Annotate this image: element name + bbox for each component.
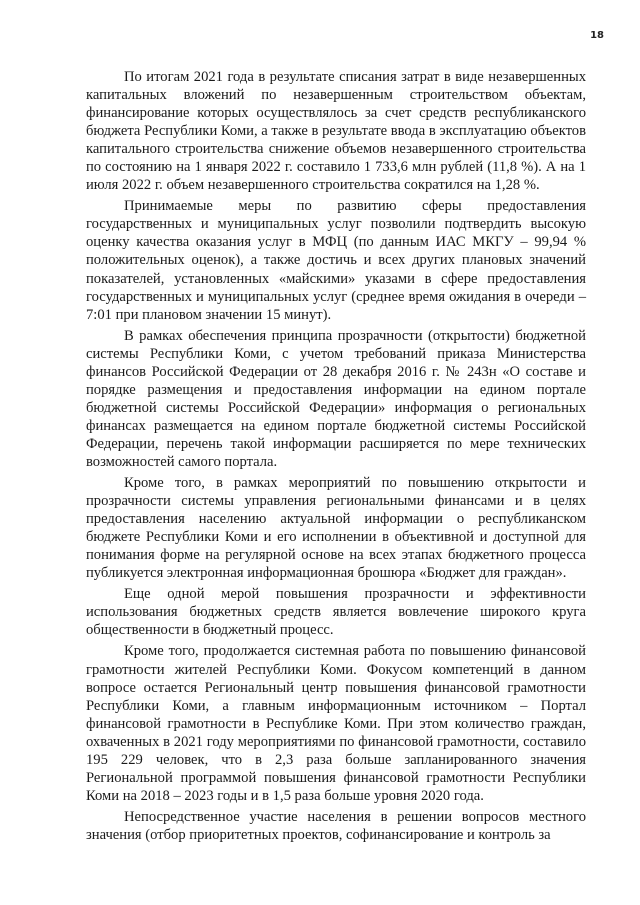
paragraph-unfinished-construction: По итогам 2021 года в результате списания затрат в виде незавершенных капитальных вложений по незавершенным строительством объектам, финансирование которых осуществлялось за счет средств республиканского бюджета Республики Коми, а также в результате ввода в эксплуатацию объектов капитального строительства снижение объемов незавершенного строительства по состоянию на 1 января 2022 г. составило 1 733,6 млн рублей (11,8 %). А на 1 июля 2022 г. объем незавершенного строительства сократился на 1,28 %. [86,69,586,194]
document-body [86,68,586,847]
paragraph-financial-literacy: Кроме того, продолжается системная работа по повышению финансовой грамотности жителей Республики Коми. Фокусом компетенций в данном вопросе остается Региональный центр повышения финансовой грамотности Республики Коми, а главным информационным источником – Портал финансовой грамотности в Республике Коми. При этом количество граждан, охваченных в 2021 году мероприятиями по финансовой грамотности, составило 195 229 человек, что в 2,3 раза больше запланированного значения Региональной программой повышения финансовой грамотности Республики Коми на 2018 – 2023 годы и в 1,5 раза больше уровня 2020 года. [86,643,586,804]
page-number: 18 [590,30,604,41]
paragraph-public-services: Принимаемые меры по развитию сферы предоставления государственных и муниципальных услуг позволили подтвердить высокую оценку качества оказания услуг в МФЦ (по данным ИАС МКГУ – 99,94 % положительных оценок), а также достичь и всех других плановых значений показателей, установленных «майскими» указами в сфере предоставления государственных и муниципальных услуг (среднее время ожидания в очереди – 7:01 при плановом значении 15 минут). [86,198,586,323]
paragraph-budget-transparency: В рамках обеспечения принципа прозрачности (открытости) бюджетной системы Республики Коми, с учетом требований приказа Министерства финансов Российской Федерации от 28 декабря 2016 г. № 243н «О составе и порядке размещения и предоставления информации на едином портале бюджетной системы Российской Федерации» информация о региональных финансах размещается на едином портале бюджетной системы Российской Федерации, перечень такой информации расширяется по мере технических возможностей самого портала. [86,327,586,470]
paragraph-local-participation: Непосредственное участие населения в решении вопросов местного значения (отбор приоритетных проектов, софинансирование и контроль за [86,808,586,843]
paragraph-budget-brochure: Кроме того, в рамках мероприятий по повышению открытости и прозрачности системы управления региональными финансами и в целях предоставления населению актуальной информации о республиканском бюджете Республики Коми и его исполнении в объективной и доступной для понимания форме на регулярной основе на всех этапах бюджетного процесса публикуется электронная информационная брошюра «Бюджет для граждан». [86,475,586,582]
paragraph-public-involvement: Еще одной мерой повышения прозрачности и эффективности использования бюджетных средств является вовлечение широкого круга общественности в бюджетный процесс. [86,586,586,639]
